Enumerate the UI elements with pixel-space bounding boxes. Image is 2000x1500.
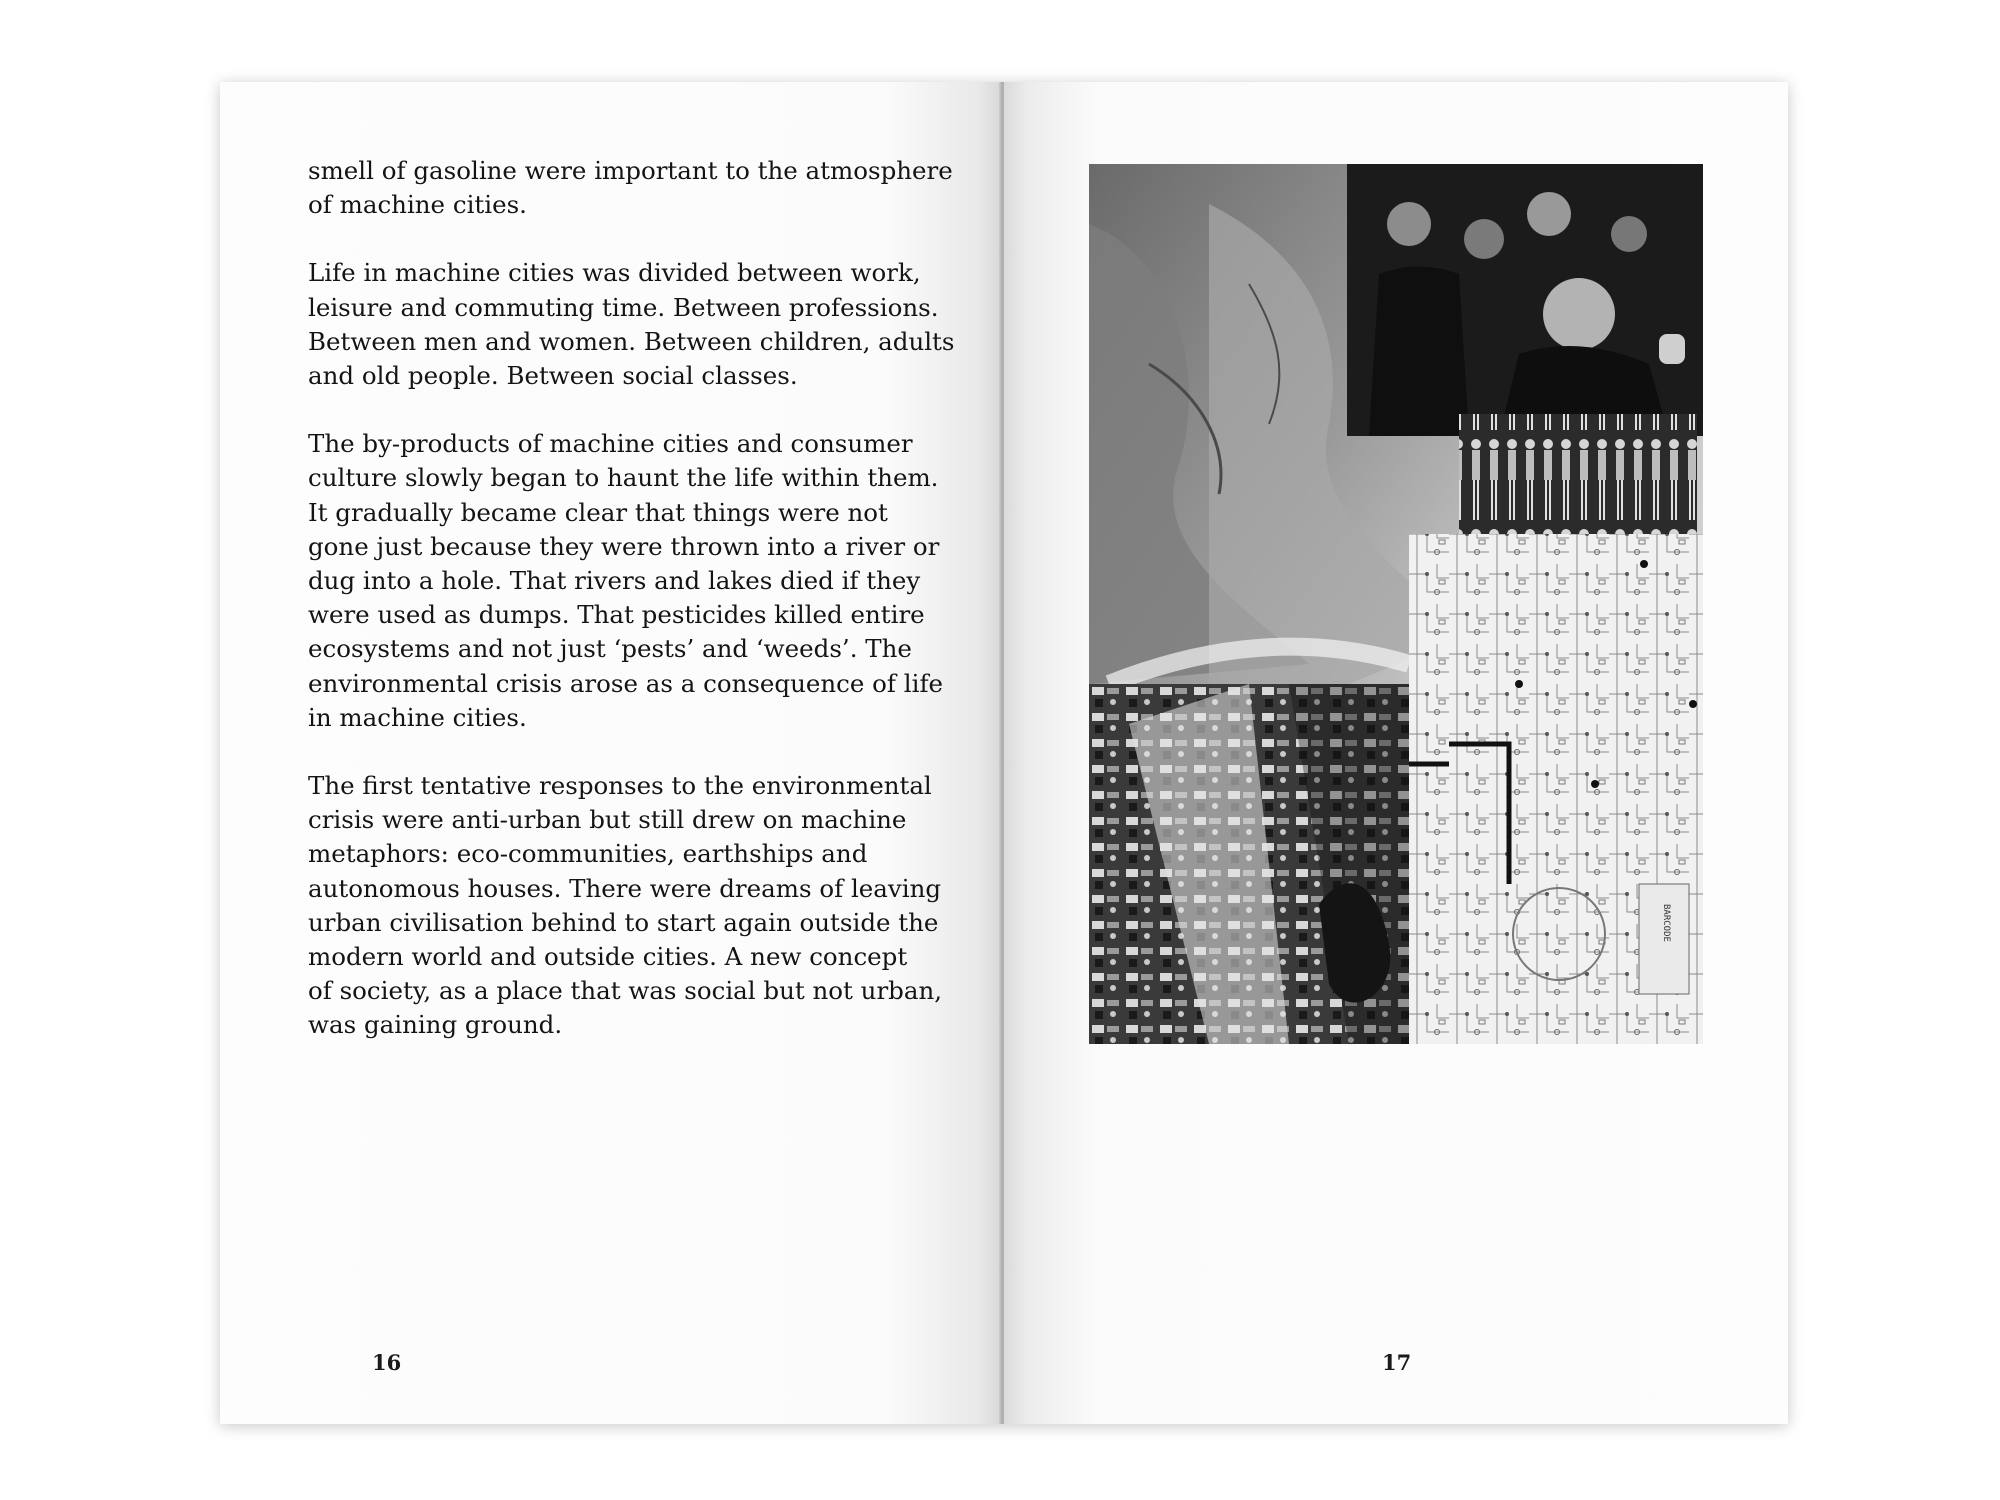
text-line: Between men and women. Between children, adults [308,326,955,356]
text-line: Life in machine cities was divided between work, [308,258,921,288]
text-line: was gaining ground. [308,1010,563,1040]
text-line: leisure and commuting time. Between professions. [308,292,939,322]
text-line: modern world and outside cities. A new concept [308,942,908,972]
right-page [1004,82,1788,1424]
page-number-right: 17 [1382,1350,1412,1375]
paragraph-4 [308,769,948,1043]
text-line: of society, as a place that was social but not urban, [308,976,943,1006]
text-line: dug into a hole. That rivers and lakes died if they [308,566,921,596]
text-line: in machine cities. [308,702,527,732]
text-line: environmental crisis arose as a consequence of life [308,668,944,698]
paragraph-2 [308,256,955,393]
text-line: ecosystems and not just ‘pests’ and ‘weeds’. The [308,634,912,664]
crowd-of-men-photo [1347,164,1703,436]
city-model-aerial-photo [1089,684,1409,1044]
photo-collage [1089,164,1703,1044]
page-number-left: 16 [372,1350,402,1375]
text-line: It gradually became clear that things were not [308,497,888,527]
chorus-line-photo [1459,414,1697,534]
text-line: gone just because they were thrown into a river or [308,531,940,561]
left-page [220,82,1002,1424]
body-text [308,154,955,1043]
text-line: The first tentative responses to the environmental [308,771,932,801]
circuit-schematic [1389,534,1703,1044]
paragraph-1 [308,154,953,222]
text-line: were used as dumps. That pesticides killed entire [308,600,925,630]
text-line: autonomous houses. There were dreams of leaving [308,873,942,903]
open-booklet [220,82,1788,1424]
text-line: crisis were anti-urban but still drew on machine [308,805,907,835]
text-line: culture slowly began to haunt the life within them. [308,463,939,493]
collage-graphic [1089,164,1703,1044]
paragraph-3 [308,427,948,735]
text-line: metaphors: eco-communities, earthships and [308,839,868,869]
text-line: of machine cities. [308,190,527,220]
text-line: and old people. Between social classes. [308,361,798,391]
barcode-label: BARCODE [1661,904,1671,942]
text-line: urban civilisation behind to start again outside the [308,907,939,937]
text-line: The by-products of machine cities and consumer [308,429,913,459]
text-line: smell of gasoline were important to the atmosphere [308,156,953,185]
